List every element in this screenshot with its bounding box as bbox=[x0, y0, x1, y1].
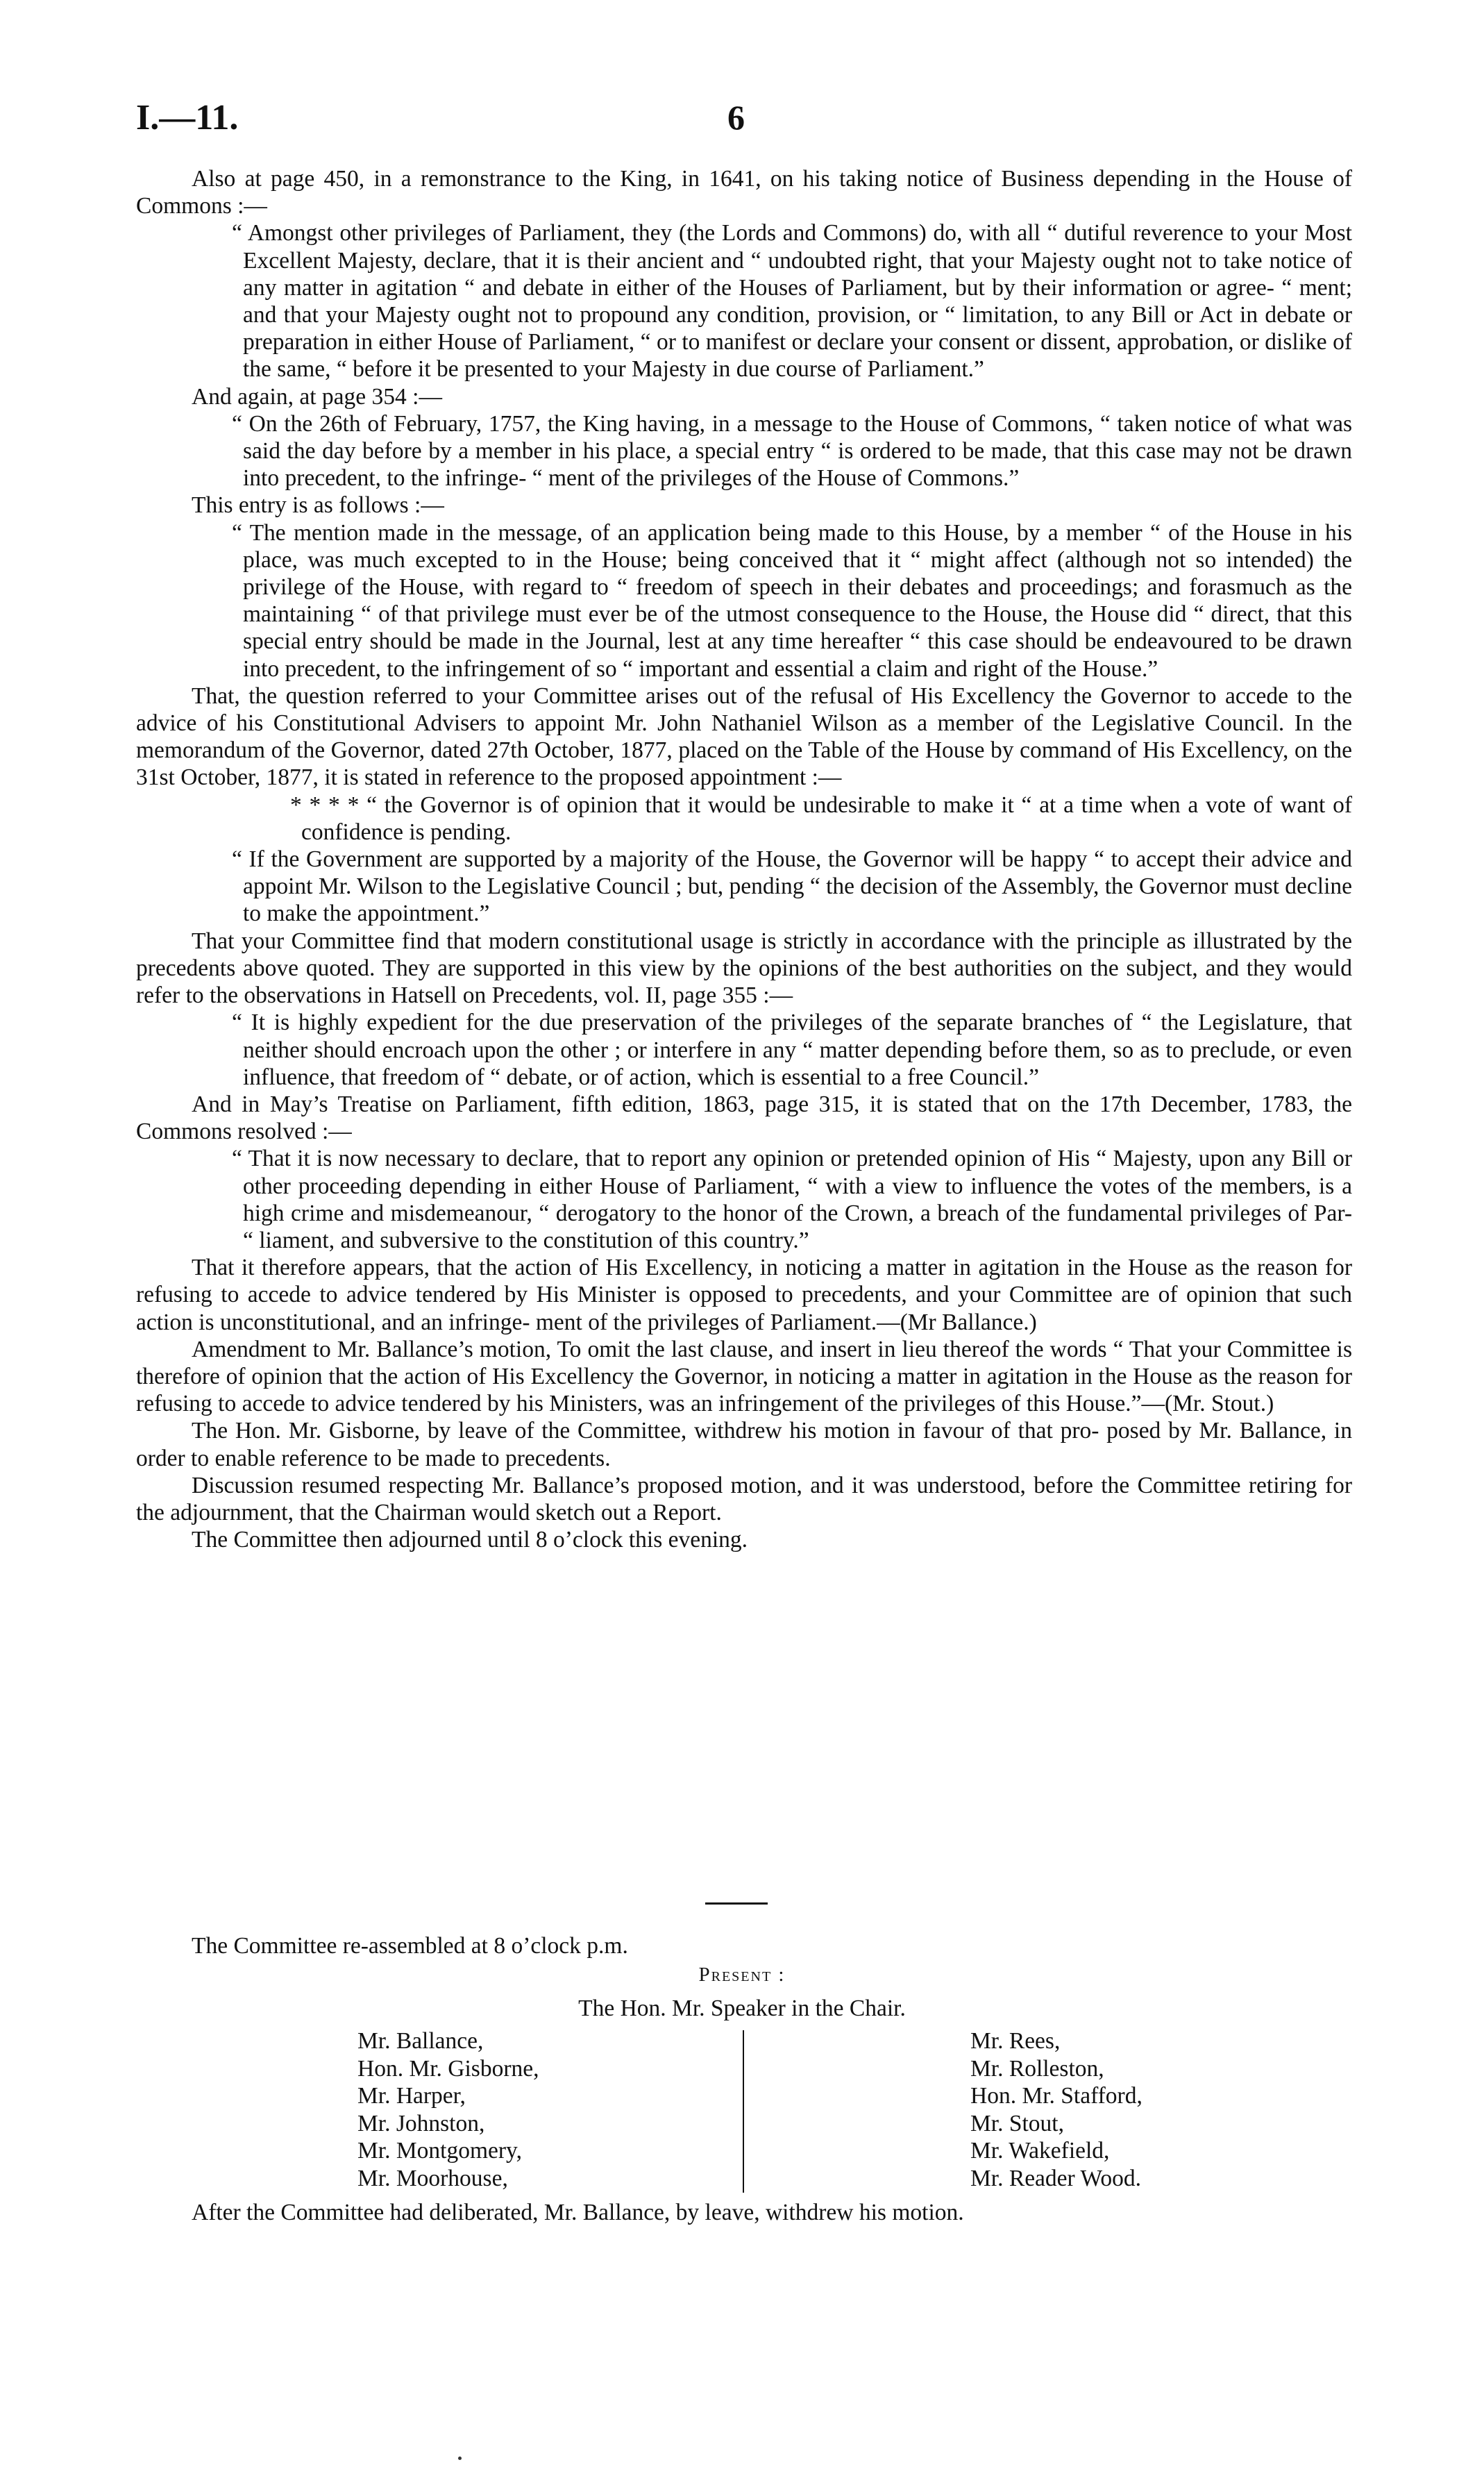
closing-line: After the Committee had deliberated, Mr. Ballance, by leave, withdrew his motion. bbox=[192, 2200, 964, 2225]
paper-reference: I.—11. bbox=[136, 98, 239, 137]
member-name: Mr. Ballance, bbox=[357, 2028, 484, 2054]
paragraph: This entry is as follows :— bbox=[192, 492, 444, 519]
column-divider bbox=[743, 2030, 744, 2193]
paragraph: Discussion resumed respecting Mr. Ballance’s proposed motion, and it was understood, before the Committee retiring for the adjournment, that the Chairman would sketch out a Report. bbox=[136, 1472, 1352, 1525]
quotation: “ The mention made in the message, of an application being made to this House, by a member “ of the House in his place, was much excepted to in the House; being conceived that it “ might affect (although not so intended) the privilege of the House, with regard to “ freedom of speech in their debates and proceedings; and forasmuch as the maintaining “ of that privilege must ever be of the utmost consequence to the House, the House did “ direct, that this special entry should be made in the Journal, lest at any time hereafter “ this case should be endeavoured to be drawn into precedent, to the infringement of so “ important and essential a claim and right of the House.” bbox=[232, 519, 1352, 682]
quotation: “ If the Government are supported by a majority of the House, the Governor will be happy “ to accept their advice and appoint Mr. Wilson to the Legislative Council ; but, pending “ the decision of the Assembly, the Governor must decline to make the appointment.” bbox=[232, 846, 1353, 927]
paragraph: Also at page 450, in a remonstrance to the King, in 1641, on his taking notice of Business depending in the House of Commons :— bbox=[136, 166, 1352, 219]
member-name: Mr. Rees, bbox=[970, 2028, 1061, 2054]
page-number: 6 bbox=[727, 98, 745, 137]
print-speck bbox=[458, 2457, 462, 2460]
member-name: Mr. Moorhouse, bbox=[357, 2165, 508, 2191]
paragraph: The Committee then adjourned until 8 o’clock this evening. bbox=[192, 1527, 748, 1553]
members-list-left bbox=[357, 2027, 539, 2192]
member-name: Mr. Stout, bbox=[970, 2110, 1064, 2136]
members-list-right bbox=[970, 2027, 1142, 2192]
chair-line: The Hon. Mr. Speaker in the Chair. bbox=[578, 1995, 906, 2021]
quotation: “ Amongst other privileges of Parliament, they (the Lords and Commons) do, with all “ dutiful reverence to your Most Excellent Majesty, declare, that it is their ancient and “ undoubted right, that your Majesty ought not to take notice of any matter in agitation “ and debate in either of the Houses of Parliament, but by their information or agree- “ ment; and that your Majesty ought not to propound any condition, provision, or “ limitation, to any Bill or Act in debate or preparation in either House of Parliament, “ or to manifest or declare your consent or dissent, approbation, or dislike of the same, “ before it be presented to your Majesty in due course of Parliament.” bbox=[232, 220, 1352, 383]
member-name: Hon. Mr. Gisborne, bbox=[357, 2055, 539, 2082]
reassembled-note: The Committee re-assembled at 8 o’clock p.m. bbox=[192, 1933, 628, 1959]
member-name: Mr. Rolleston, bbox=[970, 2055, 1104, 2082]
minutes-body bbox=[136, 165, 1352, 1553]
member-name: Mr. Reader Wood. bbox=[970, 2165, 1142, 2191]
quotation: “ That it is now necessary to declare, that to report any opinion or pretended opinion of His “ Majesty, upon any Bill or other proceeding depending in either House of Parliament, “ with a view to influence the votes of the members, is a high crime and misdemeanour, “ derogatory to the honor of the Crown, a breach of the fundamental privileges of Par- “ liament, and subversive to the constitution of this country.” bbox=[232, 1146, 1352, 1253]
section-divider bbox=[705, 1902, 768, 1905]
present-heading: Present : bbox=[698, 1964, 786, 1986]
member-name: Mr. Harper, bbox=[357, 2083, 466, 2109]
quotation: “ On the 26th of February, 1757, the King having, in a message to the House of Commons, “ taken notice of what was said the day before by a member in his place, a special entry “ is ordered to be made, that this case may not be drawn into precedent, to the infringe- “ ment of the privileges of the House of Commons.” bbox=[232, 410, 1352, 492]
quotation: “ It is highly expedient for the due preservation of the privileges of the separate branches of “ the Legislature, that neither should encroach upon the other ; or interfere in any “ matter depending before them, so as to preclude, or even influence, that freedom of “ debate, or of action, which is essential to a free Council.” bbox=[232, 1010, 1352, 1090]
paragraph: And again, at page 354 :— bbox=[192, 383, 442, 410]
paragraph: The Hon. Mr. Gisborne, by leave of the Committee, withdrew his motion in favour of that pro- posed by Mr. Ballance, in order to enable reference to be made to precedents. bbox=[136, 1418, 1352, 1471]
member-name: Mr. Johnston, bbox=[357, 2110, 485, 2136]
member-name: Hon. Mr. Stafford, bbox=[970, 2083, 1142, 2109]
paragraph: That it therefore appears, that the action of His Excellency, in noticing a matter in agitation in the House as the reason for refusing to accede to advice tendered by His Minister is opposed to precedents, and your Committee are of opinion that such action is unconstitutional, and an infringe- ment of the privileges of Parliament.—(Mr Ballance.) bbox=[136, 1255, 1352, 1335]
paragraph: That your Committee find that modern constitutional usage is strictly in accordance with the principle as illustrated by the precedents above quoted. They are supported in this view by the opinions of the best authorities on the subject, and they would refer to the observations in Hatsell on Precedents, vol. II, page 355 :— bbox=[136, 928, 1352, 1009]
member-name: Mr. Wakefield, bbox=[970, 2138, 1110, 2164]
paragraph: And in May’s Treatise on Parliament, fifth edition, 1863, page 315, it is stated that on the 17th December, 1783, the Commons resolved :— bbox=[136, 1091, 1352, 1145]
paragraph: That, the question referred to your Committee arises out of the refusal of His Excellency the Governor to accede to the advice of his Constitutional Advisers to appoint Mr. John Nathaniel Wilson as a member of the Legislative Council. In the memorandum of the Governor, dated 27th October, 1877, placed on the Table of the House by command of His Excellency, on the 31st October, 1877, it is stated in reference to the proposed appointment :— bbox=[136, 683, 1352, 791]
paragraph: Amendment to Mr. Ballance’s motion, To omit the last clause, and insert in lieu thereof the words “ That your Committee is therefore of opinion that the action of His Excellency the Governor, in noticing a matter in agitation in the House as the reason for refusing to accede to advice tendered by his Ministers, was an infringement of the privileges of this House.”—(Mr. Stout.) bbox=[136, 1336, 1352, 1417]
quotation: * * * * “ the Governor is of opinion that it would be undesirable to make it “ at a time when a vote of want of confidence is pending. bbox=[290, 792, 1352, 845]
member-name: Mr. Montgomery, bbox=[357, 2138, 522, 2164]
